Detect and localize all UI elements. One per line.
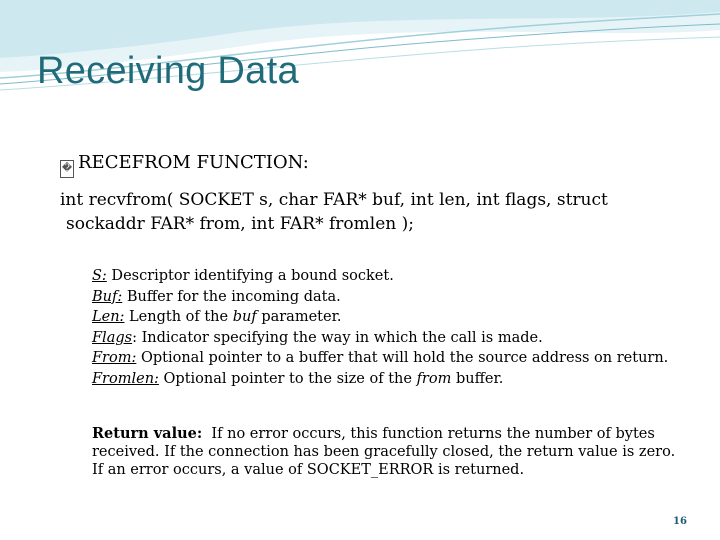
param-desc: parameter. [256, 309, 342, 326]
return-label: Return value: [92, 425, 203, 442]
signature-line-2: sockaddr FAR* from, int FAR* fromlen ); [66, 214, 414, 234]
section-heading [60, 152, 309, 178]
param-term: Buf: [92, 288, 123, 305]
heading-text: RECEFROM FUNCTION: [78, 152, 309, 173]
param-desc: Buffer for the incoming data. [122, 288, 341, 305]
return-line-1 [92, 425, 675, 443]
return-line-2: received. If the connection has been gracefully closed, the return value is zero. [92, 444, 676, 461]
param-buf [92, 287, 668, 308]
param-from [92, 348, 668, 369]
bullet-icon: � [60, 160, 74, 178]
page-number: 16 [673, 516, 687, 527]
param-desc: buffer. [451, 370, 504, 387]
param-term: From: [92, 350, 137, 367]
return-value-paragraph [92, 425, 675, 480]
param-emphasis: from [416, 370, 452, 387]
param-desc: Descriptor identifying a bound socket. [106, 268, 394, 284]
param-desc: Optional pointer to a buffer that will hold the source address on return. [136, 350, 669, 367]
param-emphasis: buf [232, 309, 257, 326]
param-desc: Optional pointer to the size of the [158, 370, 417, 387]
signature-line-1: int recvfrom( SOCKET s, char FAR* buf, int len, int flags, struct [60, 190, 608, 210]
slide-title: Receiving Data [37, 50, 299, 92]
param-desc: Length of the [124, 309, 233, 326]
param-term: Fromlen: [92, 370, 159, 387]
param-term: Flags [92, 329, 133, 346]
param-s [92, 266, 668, 287]
parameter-list [92, 266, 668, 390]
return-text: If no error occurs, this function returns the number of bytes [202, 426, 655, 442]
param-fromlen [92, 369, 668, 390]
return-line-3: If an error occurs, a value of SOCKET_ERROR is returned. [92, 462, 525, 479]
param-len [92, 307, 668, 328]
param-flags [92, 328, 668, 349]
function-signature [60, 188, 608, 236]
param-desc: : Indicator specifying the way in which the call is made. [132, 329, 543, 346]
param-term: Len: [92, 309, 125, 326]
param-term: S: [92, 268, 107, 284]
